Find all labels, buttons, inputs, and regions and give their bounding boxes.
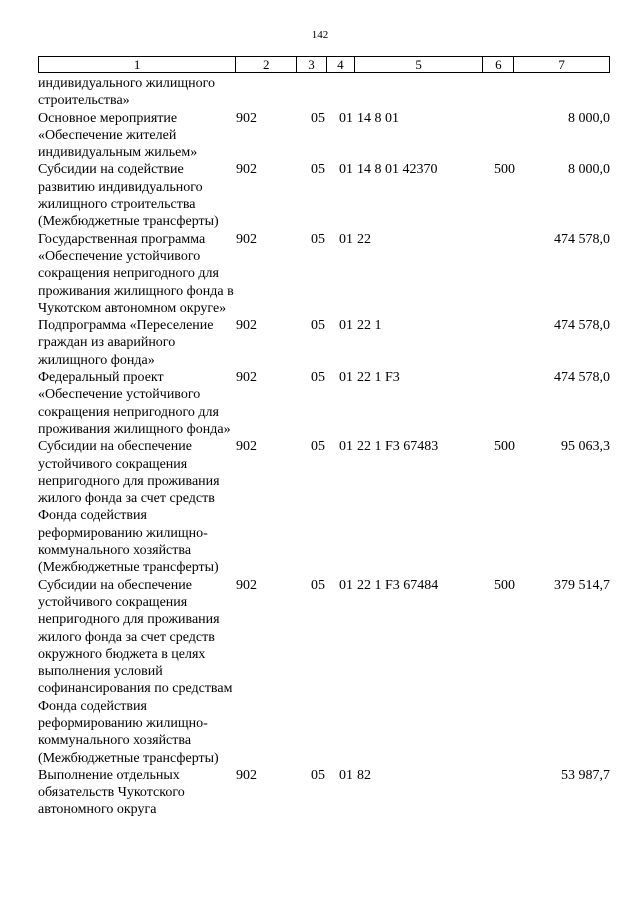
header-col-2: 2 (236, 57, 297, 72)
table-row (38, 767, 610, 819)
row-subsection: 01 (339, 439, 353, 455)
table-body (38, 75, 610, 819)
row-section: 05 (311, 767, 325, 783)
row-subsection: 01 (339, 231, 353, 247)
row-ministry-code: 902 (236, 318, 257, 334)
row-subsection: 01 (339, 162, 353, 178)
row-target-article: 22 1 F3 67483 (357, 439, 439, 455)
header-col-7: 7 (558, 57, 565, 72)
row-name: Государственная программа «Обеспечение устойчивого сокращения непригодного для проживания жилищного фонда в Чукотском автономном округе» (38, 231, 234, 316)
row-amount: 474 578,0 (554, 231, 610, 247)
row-subsection: 01 (339, 767, 353, 783)
row-amount: 379 514,7 (554, 577, 610, 593)
header-col-1: 1 (39, 57, 236, 72)
row-amount: 8 000,0 (568, 162, 610, 178)
row-expense-type: 500 (494, 577, 515, 593)
header-col-6: 6 (483, 57, 514, 72)
table-header (38, 56, 610, 73)
row-subsection: 01 (339, 318, 353, 334)
row-name: Основное мероприятие «Обеспечение жителей индивидуальным жильем» (38, 110, 198, 161)
table-row (38, 75, 610, 110)
row-amount: 474 578,0 (554, 370, 610, 386)
page-number: 142 (311, 29, 329, 41)
row-target-article: 14 8 01 42370 (357, 162, 438, 178)
row-amount: 474 578,0 (554, 318, 610, 334)
row-amount: 95 063,3 (561, 439, 610, 455)
row-section: 05 (311, 162, 325, 178)
table-row (38, 317, 610, 369)
row-name: индивидуального жилищного строительства» (38, 76, 216, 109)
row-ministry-code: 902 (236, 370, 257, 386)
row-name: Выполнение отдельных обязательств Чукотского автономного округа (38, 767, 185, 818)
row-section: 05 (311, 231, 325, 247)
row-name: Субсидии на обеспечение устойчивого сокращения непригодного для проживания жилого фонда за счет средств окружного бюджета в целях выполнения условий софинансирования по средствам Фонда содействия реформированию жилищно-коммунального хозяйства (Межбюджетные трансферты) (38, 577, 233, 766)
row-expense-type: 500 (494, 439, 515, 455)
row-amount: 53 987,7 (561, 767, 610, 783)
row-target-article: 22 1 F3 (357, 370, 400, 386)
row-expense-type (484, 110, 515, 162)
row-ministry-code: 902 (236, 231, 257, 247)
row-expense-type (484, 75, 515, 110)
row-name: Подпрограмма «Переселение граждан из аварийного жилищного фонда» (38, 318, 214, 368)
table-row (38, 369, 610, 438)
row-target-article (355, 75, 484, 110)
row-section (297, 75, 327, 110)
row-target-article: 14 8 01 (357, 110, 399, 126)
table-row (38, 577, 610, 767)
row-ministry-code: 902 (236, 767, 257, 783)
row-expense-type (484, 369, 515, 438)
row-ministry-code: 902 (236, 162, 257, 178)
row-section: 05 (311, 318, 325, 334)
table-row (38, 438, 610, 576)
row-subsection: 01 (339, 577, 353, 593)
table-row (38, 110, 610, 162)
row-expense-type (484, 231, 515, 317)
header-col-5: 5 (355, 57, 484, 72)
row-subsection (327, 75, 355, 110)
row-amount (515, 75, 610, 110)
row-ministry-code: 902 (236, 110, 257, 126)
row-name: Федеральный проект «Обеспечение устойчивого сокращения непригодного для проживания жилищного фонда» (38, 370, 231, 437)
row-subsection: 01 (339, 110, 353, 126)
row-amount: 8 000,0 (568, 110, 610, 126)
row-target-article: 82 (357, 767, 371, 783)
row-ministry-code: 902 (236, 439, 257, 455)
row-subsection: 01 (339, 370, 353, 386)
row-expense-type (484, 317, 515, 369)
row-section: 05 (311, 110, 325, 126)
row-section: 05 (311, 370, 325, 386)
table-row (38, 161, 610, 230)
table-row (38, 231, 610, 317)
row-name: Субсидии на содействие развитию индивидуального жилищного строительства (Межбюджетные трансферты) (38, 162, 219, 230)
row-expense-type (484, 767, 515, 819)
row-target-article: 22 1 (357, 318, 382, 334)
header-col-4: 4 (327, 57, 355, 72)
row-target-article: 22 (357, 231, 371, 247)
row-expense-type: 500 (494, 162, 515, 178)
row-ministry-code: 902 (236, 577, 257, 593)
header-col-3: 3 (297, 57, 327, 72)
row-name: Субсидии на обеспечение устойчивого сокращения непригодного для проживания жилого фонда за счет средств Фонда содействия реформированию жилищно-коммунального хозяйства (Межбюджетные трансферты) (38, 439, 220, 576)
row-ministry-code (236, 75, 297, 110)
row-section: 05 (311, 439, 325, 455)
row-target-article: 22 1 F3 67484 (357, 577, 439, 593)
row-section: 05 (311, 577, 325, 593)
